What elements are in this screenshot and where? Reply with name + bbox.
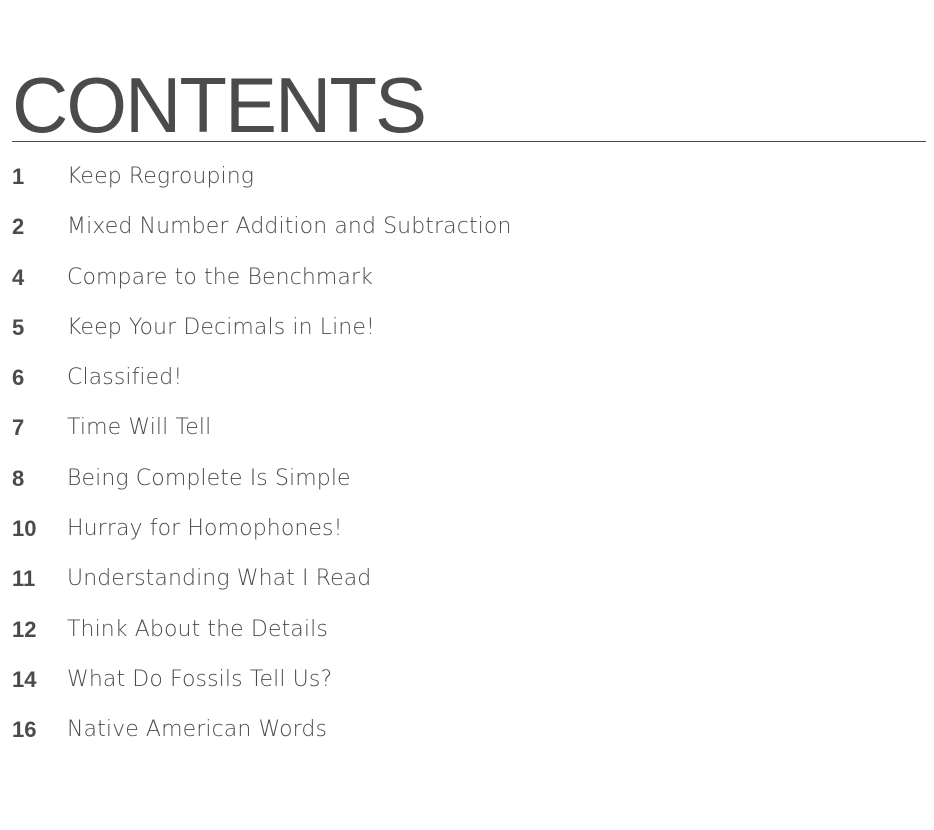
- toc-entry[interactable]: [12, 254, 511, 304]
- toc-entry[interactable]: [12, 706, 511, 756]
- toc-entry-title: Native American Words: [67, 717, 328, 743]
- toc-entry[interactable]: [12, 354, 511, 404]
- toc-page-number: 7: [12, 415, 25, 441]
- toc-page-number: 2: [12, 214, 25, 240]
- toc-entry-title: What Do Fossils Tell Us?: [67, 666, 333, 692]
- toc-entry[interactable]: [12, 656, 511, 706]
- toc-entry[interactable]: [12, 404, 511, 454]
- title-underline: [12, 141, 926, 142]
- toc-entry-title: Compare to the Benchmark: [67, 264, 373, 290]
- toc-entry-title: Classified!: [67, 365, 183, 391]
- toc-entry[interactable]: [12, 505, 511, 555]
- toc-page-number: 16: [12, 717, 37, 743]
- toc-page-number: 5: [12, 314, 25, 340]
- contents-header: [12, 61, 926, 149]
- toc-page-number: 6: [12, 365, 25, 391]
- toc-entry-title: Think About the Details: [67, 616, 328, 642]
- toc-page-number: 11: [12, 566, 36, 592]
- toc-entry-title: Being Complete Is Simple: [67, 465, 351, 491]
- table-of-contents: [12, 153, 511, 757]
- toc-entry-title: Hurray for Homophones!: [67, 516, 343, 542]
- toc-entry[interactable]: [12, 153, 511, 203]
- toc-page-number: 4: [12, 264, 25, 290]
- toc-page-number: 8: [12, 465, 25, 491]
- page-title: CONTENTS: [12, 61, 425, 149]
- toc-entry[interactable]: [12, 304, 511, 354]
- toc-entry-title: Keep Regrouping: [67, 164, 255, 189]
- toc-page-number: 12: [12, 616, 37, 642]
- toc-entry[interactable]: [12, 555, 511, 605]
- toc-entry[interactable]: [12, 455, 511, 505]
- toc-page-number: 1: [12, 164, 25, 189]
- toc-entry[interactable]: [12, 203, 511, 253]
- toc-entry-title: Keep Your Decimals in Line!: [67, 314, 375, 340]
- toc-entry-title: Mixed Number Addition and Subtraction: [67, 214, 512, 240]
- toc-page-number: 14: [12, 666, 37, 692]
- toc-entry[interactable]: [12, 606, 511, 656]
- toc-page-number: 10: [12, 516, 37, 542]
- toc-entry-title: Time Will Tell: [67, 415, 212, 441]
- toc-entry-title: Understanding What I Read: [67, 566, 372, 592]
